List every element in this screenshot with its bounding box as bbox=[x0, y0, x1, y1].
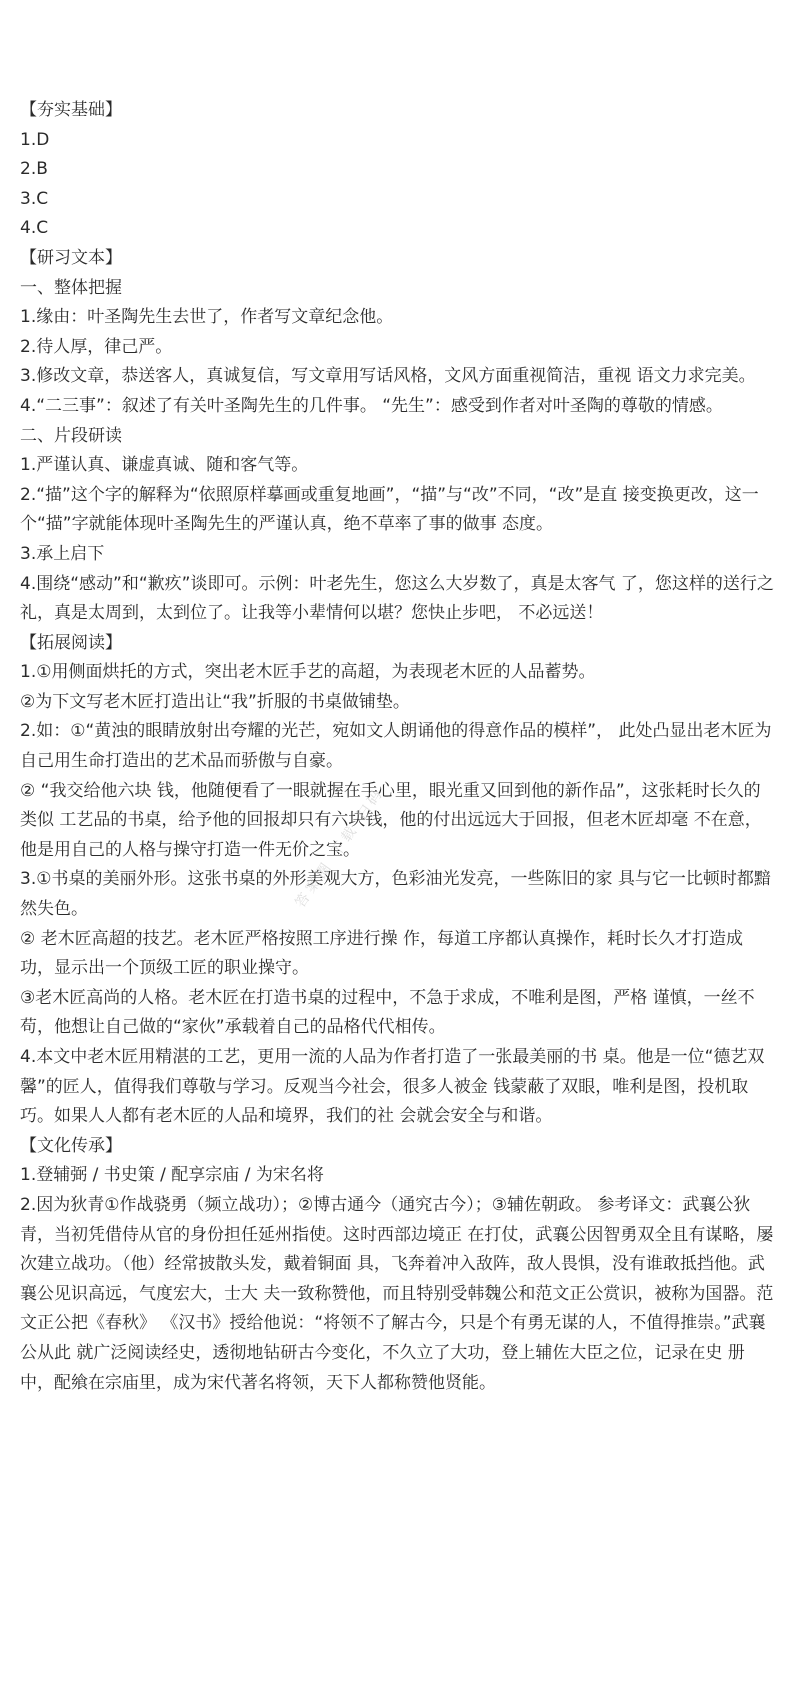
answer-line: 1.登辅弼 / 书史策 / 配享宗庙 / 为宋名将 bbox=[20, 1165, 324, 1186]
answer-document bbox=[20, 96, 775, 1398]
answer-line: 4.“二三事”：叙述了有关叶圣陶先生的几件事。 “先生”：感受到作者对叶圣陶的尊敬的情感。 bbox=[20, 395, 723, 416]
answer-line: 1.①用侧面烘托的方式，突出老木匠手艺的高超，为表现老木匠的人品蓄势。 bbox=[20, 662, 596, 683]
answer-line: 2.待人厚，律己严。 bbox=[20, 336, 173, 357]
section-heading: 【研习文本】 bbox=[20, 247, 122, 268]
answer-line: 1.缘由：叶圣陶先生去世了，作者写文章纪念他。 bbox=[20, 307, 394, 328]
section-heading: 【文化传承】 bbox=[20, 1135, 122, 1156]
answer-line: 3.承上启下 bbox=[20, 543, 105, 564]
answer-line: ②为下文写老木匠打造出让“我”折服的书桌做铺垫。 bbox=[20, 691, 410, 712]
answer-line: ③老木匠高尚的人格。老木匠在打造书桌的过程中，不急于求成，不唯利是图，严格 谨慎，一丝不苟，他想让自己做的“家伙”承载着自己的品格代代相传。 bbox=[20, 987, 755, 1038]
answer-line: ② “我交给他六块 钱，他随便看了一眼就握在手心里，眼光重又回到他的新作品”，这张耗时长久的类似 工艺品的书桌，给予他的回报却只有六块钱，他的付出远远大于回报，但老木匠却毫 不在意，他是用自己的人格与操守打造一件无价之宝。 bbox=[20, 780, 762, 860]
subsection-heading: 一、整体把握 bbox=[20, 277, 122, 298]
answer-line: 3.修改文章，恭送客人，真诚复信，写文章用写话风格，文风方面重视简洁，重视 语文力求完美。 bbox=[20, 366, 756, 387]
answer-line: 4.围绕“感动”和“歉疚”谈即可。示例：叶老先生，您这么大岁数了，真是太客气 了，您这样的送行之礼，真是太周到，太到位了。让我等小辈情何以堪？您快止步吧， 不必远送！ bbox=[20, 573, 774, 624]
answer-line: 4.C bbox=[20, 218, 49, 239]
answer-line: 3.①书桌的美丽外形。这张书桌的外形美观大方，色彩油光发亮，一些陈旧的家 具与它一比顿时都黯然失色。 bbox=[20, 869, 771, 920]
section-heading: 【夯实基础】 bbox=[20, 100, 122, 120]
subsection-heading: 二、片段研读 bbox=[20, 425, 122, 446]
answer-line: 2.B bbox=[20, 159, 48, 180]
answer-line: 2.如：①“黄浊的眼睛放射出夸耀的光芒，宛如文人朗诵他的得意作品的模样”， 此处凸显出老木匠为自己用生命打造出的艺术品而骄傲与自豪。 bbox=[20, 721, 772, 772]
section-heading: 【拓展阅读】 bbox=[20, 632, 122, 653]
answer-line: ② 老木匠高超的技艺。老木匠严格按照工序进行操 作，每道工序都认真操作，耗时长久才打造成功，显示出一个顶级工匠的职业操守。 bbox=[20, 928, 744, 979]
answer-line: 1.D bbox=[20, 129, 50, 150]
answer-line: 3.C bbox=[20, 188, 49, 209]
watermark: 答案圈 下载 扫码 bbox=[292, 784, 388, 911]
answer-line: 2.“描”这个字的解释为“依照原样摹画或重复地画”，“描”与“改”不同，“改”是直 接变换更改，这一个“描”字就能体现叶圣陶先生的严谨认真，绝不草率了事的做事 态度。 bbox=[20, 484, 759, 535]
answer-line: 1.严谨认真、谦虚真诚、随和客气等。 bbox=[20, 455, 309, 476]
answer-line: 2.因为狄青①作战骁勇（频立战功）；②博古通今（通究古今）；③辅佐朝政。 参考译文：武襄公狄青，当初凭借侍从官的身份担任延州指使。这时西部边境正 在打仗，武襄公因智勇双全且有谋略，屡次建立战功。（他）经常披散头发，戴着铜面 具，飞奔着冲入敌阵，敌人畏惧，没有谁敢抵挡他。武襄公见识高远，气度宏大，士大 夫一致称赞他，而且特别受韩魏公和范文正公赏识，被称为国器。范文正公把《春秋》 《汉书》授给他说：“将领不了解古今，只是个有勇无谋的人，不值得推崇。”武襄公从此 就广泛阅读经史，透彻地钻研古今变化，不久立了大功，登上辅佐大臣之位，记录在史 册中，配飨在宗庙里，成为宋代著名将领，天下人都称赞他贤能。 bbox=[20, 1194, 774, 1393]
answer-line: 4.本文中老木匠用精湛的工艺，更用一流的人品为作者打造了一张最美丽的书 桌。他是一位“德艺双馨”的匠人，值得我们尊敬与学习。反观当今社会，很多人被金 钱蒙蔽了双眼，唯利是图，投机取巧。如果人人都有老木匠的人品和境界，我们的社 会就会安全与和谐。 bbox=[20, 1047, 765, 1127]
